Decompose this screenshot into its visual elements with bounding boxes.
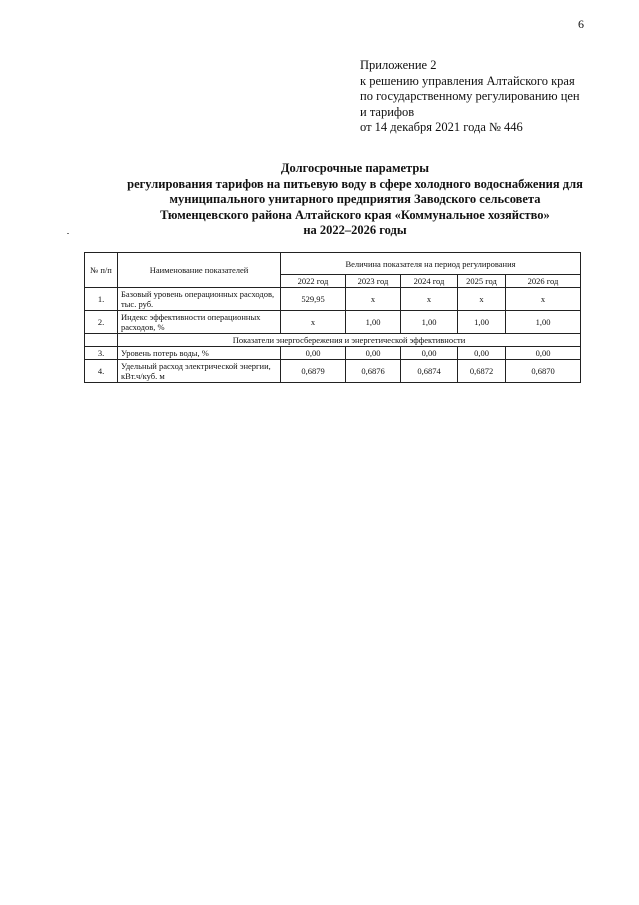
row-value: 0,6876 [346, 360, 401, 383]
row-value: x [506, 288, 581, 311]
scan-mark [67, 233, 69, 234]
row-value: 1,00 [458, 311, 506, 334]
header-year: 2023 год [346, 275, 401, 288]
table-row [85, 360, 581, 383]
title-line: муниципального унитарного предприятия Заводского сельсовета [169, 192, 541, 206]
title-line: на 2022–2026 годы [303, 223, 407, 237]
row-value: 0,00 [281, 347, 346, 360]
row-num: 4. [85, 360, 118, 383]
appendix-block [360, 58, 580, 136]
section-spacer [85, 334, 118, 347]
table-row [85, 311, 581, 334]
row-value: 0,6870 [506, 360, 581, 383]
title-line: Тюменцевского района Алтайского края «Коммунальное хозяйство» [160, 207, 550, 222]
row-num: 1. [85, 288, 118, 311]
title-line: Долгосрочные параметры [280, 161, 430, 175]
header-year: 2022 год [281, 275, 346, 288]
table-row [85, 347, 581, 360]
appendix-line: к решению управления Алтайского края [360, 73, 575, 88]
header-year: 2025 год [458, 275, 506, 288]
row-name: Удельный расход электрической энергии, кВт.ч/куб. м [118, 360, 281, 383]
row-name: Индекс эффективности операционных расходов, % [118, 311, 281, 334]
document-title [90, 161, 620, 239]
row-num: 2. [85, 311, 118, 334]
row-value: 1,00 [401, 311, 458, 334]
row-value: 0,00 [458, 347, 506, 360]
parameters-table [84, 252, 581, 383]
row-value: x [281, 311, 346, 334]
row-value: x [401, 288, 458, 311]
table-header-row [85, 253, 581, 275]
row-value: x [458, 288, 506, 311]
header-name: Наименование показателей [118, 253, 281, 288]
page-number: 6 [578, 17, 584, 31]
table-row [85, 288, 581, 311]
appendix-line: Приложение 2 [360, 58, 437, 72]
appendix-line: по государственному регулированию цен [360, 89, 580, 103]
row-value: 0,6872 [458, 360, 506, 383]
header-year: 2024 год [401, 275, 458, 288]
row-value: 1,00 [346, 311, 401, 334]
header-num: № п/п [85, 253, 118, 288]
row-name: Уровень потерь воды, % [118, 347, 281, 360]
row-num: 3. [85, 347, 118, 360]
row-value: 529,95 [281, 288, 346, 311]
header-year: 2026 год [506, 275, 581, 288]
table-section-row [85, 334, 581, 347]
row-name: Базовый уровень операционных расходов, тыс. руб. [118, 288, 281, 311]
row-value: 0,6874 [401, 360, 458, 383]
row-value: x [346, 288, 401, 311]
row-value: 0,00 [346, 347, 401, 360]
appendix-line: и тарифов [360, 104, 415, 119]
row-value: 0,00 [401, 347, 458, 360]
title-line: регулирования тарифов на питьевую воду в сфере холодного водоснабжения для [127, 176, 583, 191]
row-value: 1,00 [506, 311, 581, 334]
appendix-line: от 14 декабря 2021 года № 446 [360, 120, 523, 134]
row-value: 0,6879 [281, 360, 346, 383]
header-group: Величина показателя на период регулирования [281, 253, 581, 275]
row-value: 0,00 [506, 347, 581, 360]
section-label: Показатели энергосбережения и энергетической эффективности [118, 334, 581, 347]
